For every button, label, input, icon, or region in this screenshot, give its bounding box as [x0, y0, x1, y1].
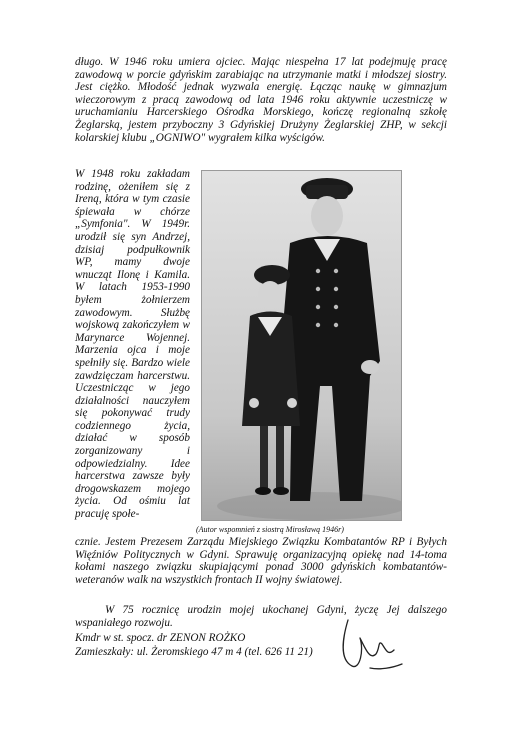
left-column-text	[75, 168, 190, 521]
author-address: Zamieszkały: ul. Żeromskiego 47 m 4 (tel. 626 11 21)	[75, 646, 313, 658]
intro-paragraph: długo. W 1946 roku umiera ojciec. Mając niespełna 17 lat podejmuję pracę zawodową w porcie gdyńskim zarabiając na utrzymanie matki i młodszej siostry. Jest ciężko. Młodość jednak wyzwala energię. Łącząc naukę w gimnazjum wieczorowym z pracą zawodową od lata 1946 roku aktywnie uczestniczę w uruchamianiu Harcerskiego Ośrodka Morskiego, kończę regionalną szkołę Żeglarską, jestem przyboczny 3 Gdyńskiej Drużyny Żeglarskiej ZHP, w sekcji kolarskiej klubu „OGNIWO" wygrałem kilka wyścigów.	[75, 56, 447, 144]
wish-paragraph: W 75 rocznicę urodzin mojej ukochanej Gdyni, życzę Jej dalszego wspaniałego rozwoju.	[75, 604, 447, 629]
handwritten-signature	[330, 610, 410, 674]
continuation-paragraph: cznie. Jestem Prezesem Zarządu Miejskiego Związku Kombatantów RP i Byłych Więźniów Politycznych w Gdyni. Sprawuję organizacyjną opiekę nad 14-toma kołami naszego związku skupiającymi ponad 3000 gdyńskich kombatantów-weteranów walk na wszystkich frontach II wojny światowej.	[75, 536, 447, 586]
author-rank-name: Kmdr w st. spocz. dr ZENON ROŻKO	[75, 632, 246, 644]
intro-section	[75, 56, 447, 144]
photo-illustration	[202, 171, 401, 520]
column-paragraph: W 1948 roku zakładam rodzinę, ożeniłem się z Ireną, która w tym czasie śpiewała w chórze „Symfonia". W 1949r. urodził się syn Andrzej, dzisiaj podpułkownik WP, mamy dwoje wnucząt Ilonę i Kamila. W latach 1953-1990 byłem żołnierzem zawodowym. Służbę wojskową zakończyłem w Marynarce Wojennej. Marzenia ojca i moje spełniły się. Bardzo wiele zawdzięczam harcerstwu. Uczestnicząc w jego działalności nauczyłem się pokonywać trudy codziennego życia, działać w sposób zorganizowany i odpowiedzialny. Idee harcerstwa zawsze były drogowskazem mojego życia. Od ośmiu lat pracuję społe-	[75, 168, 190, 521]
photo-caption: (Autor wspomnień z siostrą Mirosławą 1946r)	[196, 525, 344, 534]
continuation-section	[75, 536, 447, 586]
archival-photo	[201, 170, 402, 521]
